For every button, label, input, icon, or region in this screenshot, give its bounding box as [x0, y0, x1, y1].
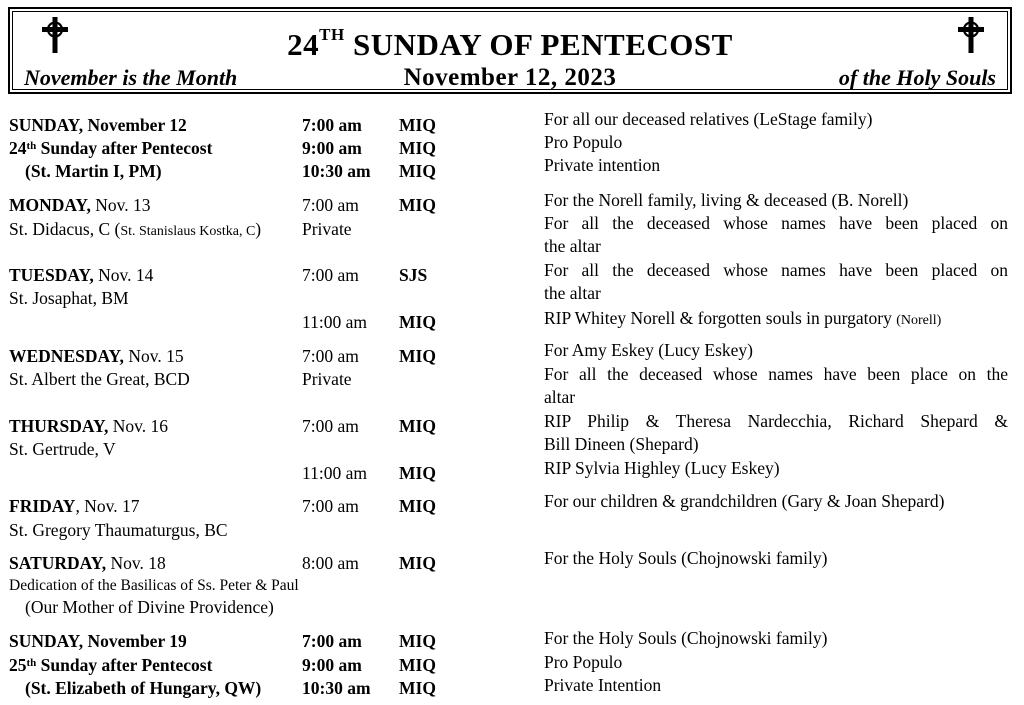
- day-heading: SUNDAY, November 12: [9, 115, 187, 135]
- mass-time: 11:00 am: [302, 312, 367, 332]
- intention: altar: [544, 387, 576, 407]
- feast-line: (St. Elizabeth of Hungary, QW): [25, 678, 262, 698]
- celebrant: MIQ: [399, 346, 436, 366]
- celebrant: MIQ: [399, 631, 436, 651]
- feast-line: (Our Mother of Divine Providence): [25, 597, 274, 617]
- intention: For the Holy Souls (Chojnowski family): [544, 628, 828, 648]
- mass-time: 7:00 am: [302, 631, 362, 651]
- mass-time: 9:00 am: [302, 655, 362, 675]
- intention: Private intention: [544, 155, 661, 175]
- celebrant: MIQ: [399, 463, 436, 483]
- celebrant: MIQ: [399, 678, 436, 698]
- intention: For the Holy Souls (Chojnowski family): [544, 548, 828, 568]
- day-heading: THURSDAY, Nov. 16: [9, 416, 169, 436]
- mass-time: 7:00 am: [302, 265, 359, 285]
- feast-line: St. Didacus, C (St. Stanislaus Kostka, C): [9, 219, 262, 239]
- mass-time: 9:00 am: [302, 138, 362, 158]
- mass-time: 7:00 am: [302, 496, 359, 516]
- mass-time: 7:00 am: [302, 416, 359, 436]
- day-heading: SUNDAY, November 19: [9, 631, 187, 651]
- feast-line: (St. Martin I, PM): [25, 161, 162, 181]
- day-heading: TUESDAY, Nov. 14: [9, 265, 154, 285]
- mass-time: Private: [302, 219, 352, 239]
- mass-time: 7:00 am: [302, 115, 362, 135]
- celebrant: MIQ: [399, 115, 436, 135]
- intention: For Amy Eskey (Lucy Eskey): [544, 340, 753, 360]
- mass-time: 10:30 am: [302, 161, 371, 181]
- feast-line: 24th Sunday after Pentecost: [9, 138, 213, 158]
- month-dedication-left: November is the Month: [24, 65, 238, 90]
- feast-line: St. Gregory Thaumaturgus, BC: [9, 520, 228, 540]
- mass-time: 7:00 am: [302, 195, 359, 215]
- celebrant: MIQ: [399, 553, 436, 573]
- mass-time: 7:00 am: [302, 346, 359, 366]
- celebrant: MIQ: [399, 416, 436, 436]
- celebrant: MIQ: [399, 161, 436, 181]
- feast-line: St. Josaphat, BM: [9, 288, 129, 308]
- intention: For all the deceased whose names have been place on the: [544, 364, 1008, 384]
- intention: For all our deceased relatives (LeStage family): [544, 109, 873, 129]
- intention: Private Intention: [544, 675, 662, 695]
- intention: Pro Populo: [544, 132, 623, 152]
- day-heading: FRIDAY, Nov. 17: [9, 496, 140, 516]
- intention: RIP Philip & Theresa Nardecchia, Richard Shepard &: [544, 411, 1008, 431]
- celebrant: MIQ: [399, 655, 436, 675]
- feast-line: 25th Sunday after Pentecost: [9, 655, 213, 675]
- mass-time: 10:30 am: [302, 678, 371, 698]
- bulletin-date: November 12, 2023: [403, 64, 617, 91]
- intention: the altar: [544, 236, 601, 256]
- page-title: 24TH SUNDAY OF PENTECOST: [287, 25, 733, 62]
- intention: RIP Sylvia Highley (Lucy Eskey): [544, 458, 780, 478]
- day-heading: SATURDAY, Nov. 18: [9, 553, 166, 573]
- intention: RIP Whitey Norell & forgotten souls in purgatory (Norell): [544, 308, 942, 328]
- intention: Bill Dineen (Shepard): [544, 434, 699, 454]
- feast-line: St. Gertrude, V: [9, 439, 116, 459]
- intention: the altar: [544, 283, 601, 303]
- bulletin-header: [8, 7, 1012, 94]
- celebrant: SJS: [399, 265, 428, 285]
- intention: For the Norell family, living & deceased (B. Norell): [544, 190, 909, 210]
- day-heading: MONDAY, Nov. 13: [9, 195, 151, 215]
- celebrant: MIQ: [399, 312, 436, 332]
- celebrant: MIQ: [399, 195, 436, 215]
- month-dedication-right: of the Holy Souls: [838, 65, 996, 90]
- feast-line: St. Albert the Great, BCD: [9, 369, 190, 389]
- intention: For all the deceased whose names have been placed on: [544, 260, 1008, 280]
- day-heading: WEDNESDAY, Nov. 15: [9, 346, 184, 366]
- mass-time: Private: [302, 369, 352, 389]
- mass-time: 11:00 am: [302, 463, 367, 483]
- mass-time: 8:00 am: [302, 553, 359, 573]
- intention: Pro Populo: [544, 652, 623, 672]
- intention: For our children & grandchildren (Gary & Joan Shepard): [544, 491, 945, 511]
- celebrant: MIQ: [399, 138, 436, 158]
- celebrant: MIQ: [399, 496, 436, 516]
- intention: For all the deceased whose names have been placed on: [544, 213, 1008, 233]
- feast-line: Dedication of the Basilicas of Ss. Peter & Paul: [9, 577, 299, 594]
